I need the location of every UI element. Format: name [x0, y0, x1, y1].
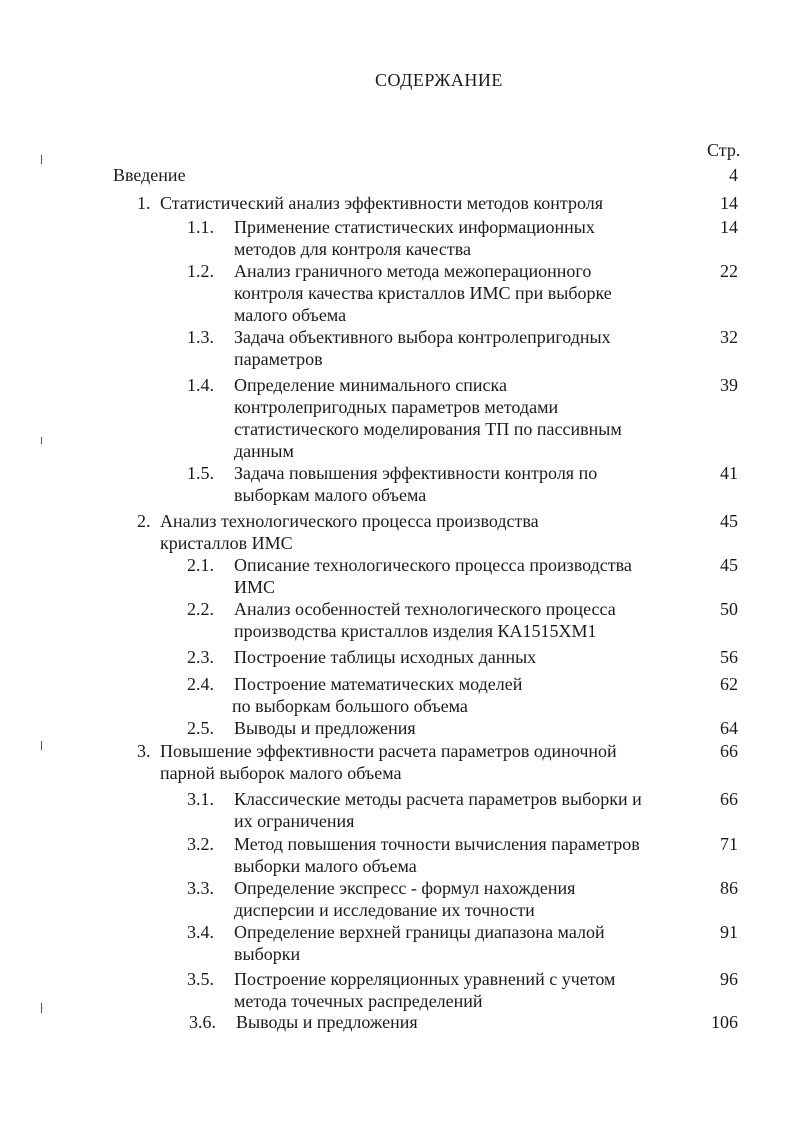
- toc-section-title: Определение верхней границы диапазона малой: [234, 922, 605, 942]
- scan-artifact: [41, 1003, 42, 1013]
- toc-section-page: 22: [720, 261, 738, 281]
- toc-section-title: контролепригодных параметров методами: [234, 397, 559, 417]
- toc-chapter-page: 14: [720, 193, 738, 213]
- scan-artifact: [41, 741, 42, 750]
- toc-chapter-title: Анализ технологического процесса производства: [160, 511, 539, 531]
- toc-section-title: выборки малого объема: [234, 856, 417, 876]
- toc-section-title: Определение минимального списка: [234, 375, 507, 395]
- toc-section-page: 39: [720, 375, 738, 395]
- toc-section-title: статистического моделирования ТП по пассивным: [234, 419, 622, 439]
- toc-section-number: 2.5.: [187, 718, 214, 738]
- toc-section-title: малого объема: [234, 305, 347, 325]
- toc-section-title: по выборкам большого объема: [232, 696, 468, 716]
- toc-section-number: 2.4.: [187, 674, 214, 694]
- toc-section-title: дисперсии и исследование их точности: [234, 900, 535, 920]
- scan-artifact: [41, 437, 42, 444]
- toc-section-title: производства кристаллов изделия КА1515ХМ1: [234, 621, 597, 641]
- toc-section-number: 1.2.: [187, 261, 214, 281]
- toc-section-number: 1.5.: [187, 463, 214, 483]
- toc-section-title: Задача объективного выбора контролепригодных: [234, 327, 611, 347]
- page-title: СОДЕРЖАНИЕ: [375, 70, 503, 90]
- toc-chapter-title: Повышение эффективности расчета параметров одиночной: [160, 741, 617, 761]
- toc-chapter-number: 1.: [137, 193, 151, 213]
- scan-artifact: [41, 155, 42, 164]
- toc-section-title: Анализ особенностей технологического процесса: [234, 599, 616, 619]
- toc-intro-title: Введение: [113, 165, 186, 185]
- toc-section-title: данным: [234, 441, 294, 461]
- toc-section-title: Применение статистических информационных: [234, 217, 595, 237]
- toc-section-title: их ограничения: [234, 811, 355, 831]
- toc-section-page: 91: [720, 922, 738, 942]
- toc-section-page: 56: [720, 647, 738, 667]
- toc-section-title: Описание технологического процесса производства: [234, 555, 632, 575]
- toc-section-title: Метод повышения точности вычисления параметров: [234, 834, 640, 854]
- toc-section-page: 96: [720, 969, 738, 989]
- toc-section-title: контроля качества кристаллов ИМС при выборке: [234, 283, 612, 303]
- toc-section-number: 2.3.: [187, 647, 214, 667]
- toc-intro-page: 4: [729, 165, 738, 185]
- toc-section-number: 3.4.: [187, 922, 214, 942]
- toc-section-title: Классические методы расчета параметров выборки и: [234, 789, 642, 809]
- toc-section-number: 2.1.: [187, 555, 214, 575]
- toc-section-number: 3.6.: [189, 1012, 216, 1032]
- toc-section-number: 3.2.: [187, 834, 214, 854]
- toc-section-title: Выводы и предложения: [236, 1012, 418, 1032]
- toc-section-title: Анализ граничного метода межоперационного: [234, 261, 592, 281]
- toc-chapter-page: 66: [720, 741, 738, 761]
- toc-section-title: Задача повышения эффективности контроля по: [234, 463, 598, 483]
- toc-section-number: 3.5.: [187, 969, 214, 989]
- toc-section-page: 14: [720, 217, 738, 237]
- toc-section-title: выборки: [234, 944, 301, 964]
- toc-section-page: 41: [720, 463, 738, 483]
- toc-chapter-title: парной выборок малого объема: [160, 763, 402, 783]
- toc-section-page: 32: [720, 327, 738, 347]
- toc-section-number: 3.1.: [187, 789, 214, 809]
- toc-section-page: 62: [720, 674, 738, 694]
- toc-section-title: Построение математических моделей: [234, 674, 523, 694]
- toc-section-title: Определение экспресс - формул нахождения: [234, 878, 576, 898]
- toc-chapter-number: 3.: [137, 741, 151, 761]
- toc-section-number: 1.4.: [187, 375, 214, 395]
- toc-chapter-page: 45: [720, 511, 738, 531]
- toc-section-page: 106: [711, 1012, 738, 1032]
- toc-section-page: 45: [720, 555, 738, 575]
- toc-chapter-number: 2.: [137, 511, 151, 531]
- toc-section-title: ИМС: [234, 577, 276, 597]
- toc-section-title: параметров: [234, 349, 323, 369]
- toc-section-page: 64: [720, 718, 738, 738]
- toc-chapter-title: кристаллов ИМС: [160, 533, 293, 553]
- toc-section-title: метода точечных распределений: [234, 991, 483, 1011]
- toc-section-page: 66: [720, 789, 738, 809]
- toc-section-title: Построение таблицы исходных данных: [234, 647, 537, 667]
- toc-section-page: 71: [720, 834, 738, 854]
- toc-section-title: Выводы и предложения: [234, 718, 416, 738]
- toc-section-title: выборкам малого объема: [234, 485, 427, 505]
- toc-section-page: 50: [720, 599, 738, 619]
- toc-section-title: Построение корреляционных уравнений с учетом: [234, 969, 616, 989]
- toc-section-number: 1.1.: [187, 217, 214, 237]
- toc-section-title: методов для контроля качества: [234, 239, 471, 259]
- toc-section-number: 3.3.: [187, 878, 214, 898]
- page-column-header: Стр.: [707, 140, 741, 160]
- toc-section-number: 1.3.: [187, 327, 214, 347]
- toc-section-number: 2.2.: [187, 599, 214, 619]
- toc-section-page: 86: [720, 878, 738, 898]
- toc-chapter-title: Статистический анализ эффективности методов контроля: [160, 193, 603, 213]
